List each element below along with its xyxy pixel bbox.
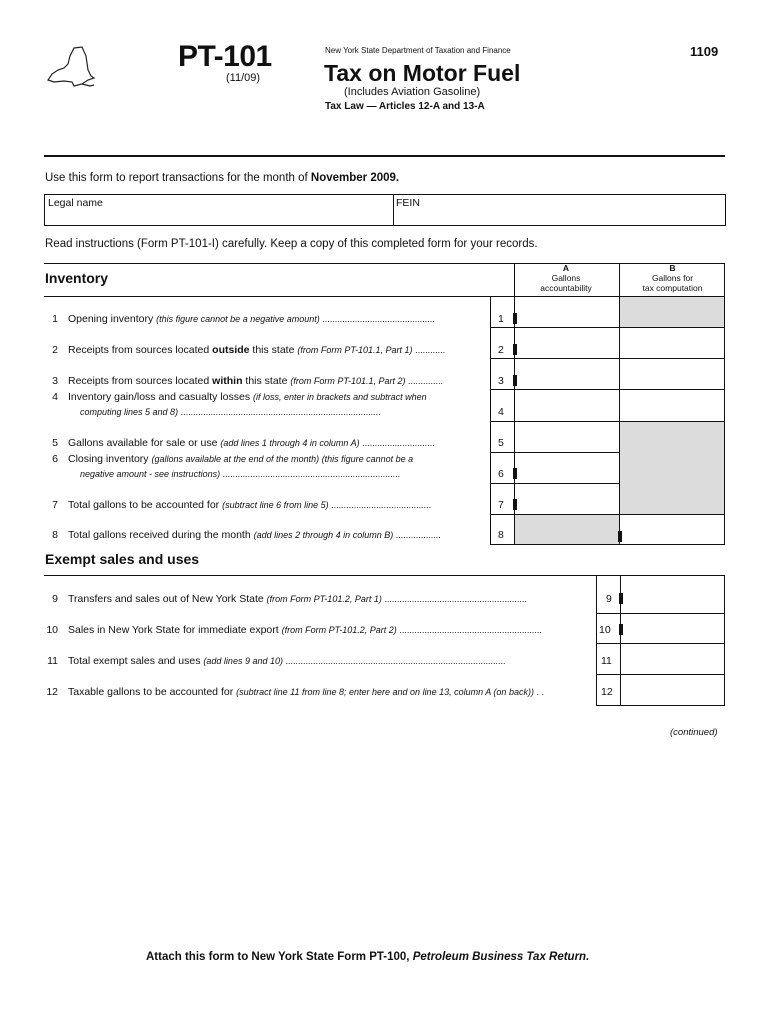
column-b-header: B Gallons for tax computation	[642, 263, 703, 293]
report-month: November 2009.	[310, 172, 400, 184]
header-divider	[44, 155, 725, 157]
line-10-input[interactable]	[624, 615, 722, 642]
column-a-header: A Gallons accountability	[540, 263, 592, 293]
line-3-col-a-input[interactable]	[518, 360, 618, 388]
line-12-input[interactable]	[624, 676, 722, 704]
instructions-text: Read instructions (Form PT-101-I) carefully. Keep a copy of this completed form for your records.	[45, 238, 538, 250]
entry-marker	[513, 313, 517, 324]
col-a-shade-line8	[515, 514, 619, 544]
tax-law-reference: Tax Law — Articles 12-A and 13-A	[325, 101, 485, 112]
intro-text: Use this form to report transactions for the month of November 2009.	[45, 172, 400, 184]
line-2-col-a-input[interactable]	[518, 329, 618, 357]
legal-name-label: Legal name	[48, 197, 103, 209]
line-7-col-a-input[interactable]	[518, 485, 618, 513]
entry-marker	[619, 593, 623, 604]
form-title: Tax on Motor Fuel	[324, 60, 521, 86]
line-8-col-b-input[interactable]	[622, 516, 722, 543]
line-6-col-a-input[interactable]	[518, 454, 618, 482]
line-1-col-a-input[interactable]	[518, 298, 618, 326]
entry-marker	[513, 499, 517, 510]
col-b-shade-line1	[620, 297, 724, 327]
footer-instruction: Attach this form to New York State Form PT-100, Petroleum Business Tax Return.	[146, 951, 590, 963]
line-2-col-b-input[interactable]	[622, 329, 722, 357]
department-name: New York State Department of Taxation and Finance	[325, 46, 511, 55]
form-number: PT-101	[178, 40, 272, 73]
form-revision: (11/09)	[226, 72, 261, 84]
line-5-col-a-input[interactable]	[518, 423, 618, 451]
line-9-input[interactable]	[624, 577, 722, 612]
line-4-col-b-input[interactable]	[622, 391, 722, 419]
line-11-input[interactable]	[624, 645, 722, 673]
form-code: 1109	[690, 44, 719, 59]
entry-marker	[513, 344, 517, 355]
continued-note: (continued)	[670, 727, 718, 738]
new-york-state-map-icon	[44, 46, 96, 90]
fein-label: FEIN	[396, 197, 420, 209]
entry-marker	[513, 375, 517, 386]
line-4-col-a-input[interactable]	[518, 391, 618, 419]
entry-marker	[619, 624, 623, 635]
exempt-heading: Exempt sales and uses	[45, 551, 200, 567]
entry-marker	[513, 468, 517, 479]
inventory-heading: Inventory	[45, 270, 109, 286]
col-b-shade-lines5-7	[620, 421, 724, 514]
form-subtitle: (Includes Aviation Gasoline)	[344, 86, 481, 98]
fein-field[interactable]	[393, 194, 726, 226]
line-3-col-b-input[interactable]	[622, 360, 722, 388]
